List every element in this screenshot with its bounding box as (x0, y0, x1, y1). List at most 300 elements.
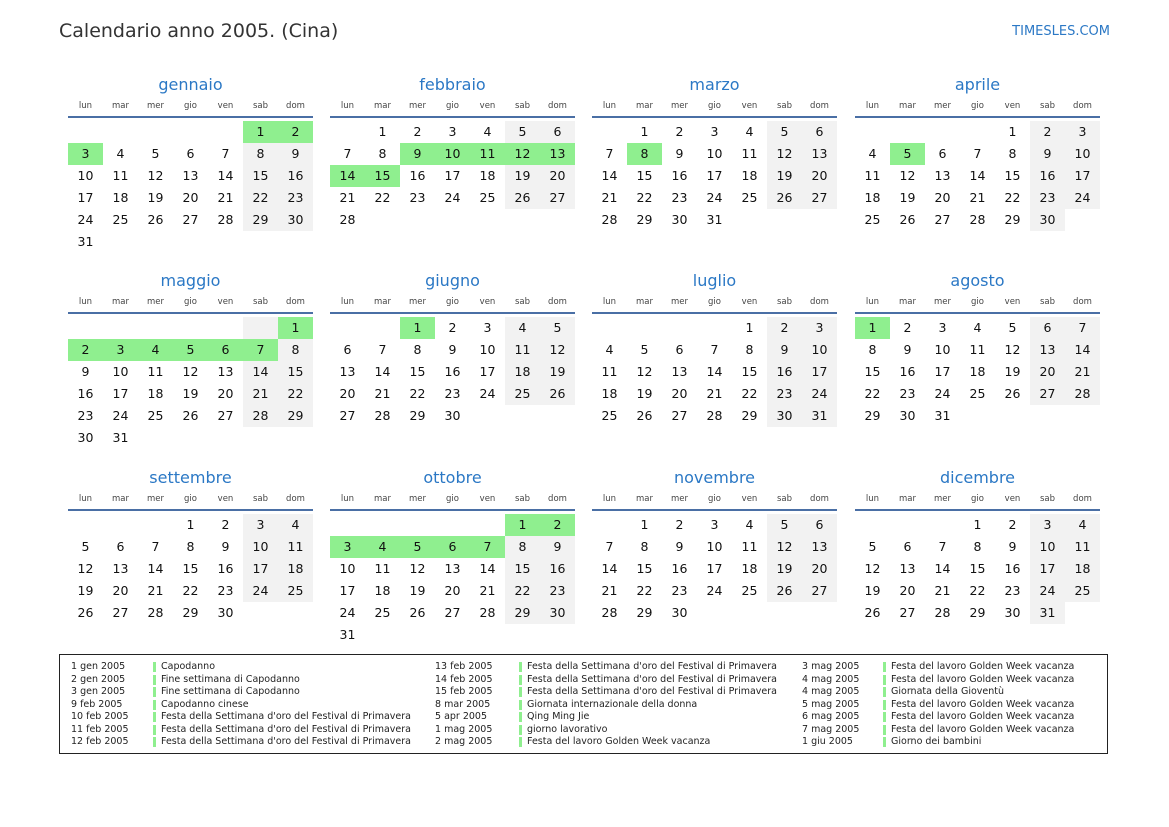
day-cell: 23 (217, 583, 234, 598)
legend-date: 3 gen 2005 (71, 686, 126, 697)
weekday-label: ven (217, 494, 234, 504)
day-cell: 19 (77, 583, 94, 598)
weekday-label: gio (446, 297, 459, 307)
month-name: luglio (692, 271, 737, 290)
empty-cell (855, 121, 890, 143)
weekday-label: lun (340, 297, 355, 307)
day-cell: 26 (899, 212, 916, 227)
legend-date: 3 mag 2005 (802, 661, 860, 672)
day-cell: 31 (802, 405, 837, 427)
day-cell: 13 (802, 143, 837, 165)
empty-cell (68, 514, 103, 536)
weekday-label: mer (933, 297, 951, 307)
day-cell: 12 (767, 536, 802, 558)
day-grid (592, 514, 837, 624)
legend-holiday-name: Capodanno cinese (161, 698, 249, 710)
page-title: Calendario anno 2005. (Cina) (59, 20, 339, 42)
legend-row (60, 674, 1100, 687)
day-cell: 19 (147, 190, 164, 205)
day-cell: 17 (802, 361, 837, 383)
day-cell: 5 (868, 539, 877, 554)
day-cell: 10 (435, 143, 470, 165)
day-cell: 7 (378, 342, 387, 357)
day-cell: 10 (706, 146, 723, 161)
day-cell: 8 (973, 539, 982, 554)
day-cell: 10 (112, 364, 129, 379)
day-cell: 22 (741, 386, 758, 401)
day-cell: 22 (409, 386, 426, 401)
legend-row (60, 711, 1100, 724)
day-cell: 20 (934, 190, 951, 205)
legend-column (60, 661, 1100, 749)
day-cell: 2 (448, 320, 457, 335)
day-cell: 28 (147, 605, 164, 620)
day-cell: 6 (116, 539, 125, 554)
empty-cell (138, 514, 173, 536)
weekday-header (855, 98, 1100, 118)
day-cell: 3 (710, 517, 719, 532)
day-cell: 14 (374, 364, 391, 379)
weekday-header (592, 294, 837, 314)
day-cell: 11 (374, 561, 391, 576)
day-cell: 28 (374, 408, 391, 423)
month-settembre (68, 466, 313, 624)
day-cell: 15 (505, 558, 540, 580)
day-cell: 18 (741, 561, 758, 576)
day-cell: 22 (505, 580, 540, 602)
weekday-label: gio (708, 494, 721, 504)
day-cell: 31 (77, 234, 94, 249)
day-cell: 2 (413, 124, 422, 139)
day-cell: 10 (339, 561, 356, 576)
day-cell: 10 (934, 342, 951, 357)
day-cell: 17 (1030, 558, 1065, 580)
day-cell: 7 (710, 342, 719, 357)
day-cell: 1 (855, 317, 890, 339)
day-cell: 22 (864, 386, 881, 401)
empty-cell (400, 514, 435, 536)
day-cell: 3 (1065, 121, 1100, 143)
weekday-label: ven (217, 297, 234, 307)
weekday-label: lun (865, 297, 880, 307)
day-cell: 14 (217, 168, 234, 183)
day-cell: 14 (147, 561, 164, 576)
legend-holiday-name: Giorno dei bambini (891, 736, 982, 747)
weekday-label: mar (374, 494, 391, 504)
day-grid (855, 514, 1100, 624)
day-cell: 9 (903, 342, 912, 357)
day-cell: 8 (640, 539, 649, 554)
month-giugno (330, 269, 575, 427)
day-cell: 28 (969, 212, 986, 227)
day-cell: 17 (444, 168, 461, 183)
day-cell: 10 (243, 536, 278, 558)
day-cell: 9 (675, 146, 684, 161)
brand-link[interactable]: TIMESLES.COM (1012, 24, 1110, 39)
day-cell: 28 (243, 405, 278, 427)
day-cell: 27 (802, 580, 837, 602)
day-cell: 23 (899, 386, 916, 401)
day-grid (330, 121, 575, 231)
day-cell: 9 (675, 539, 684, 554)
day-cell: 17 (706, 168, 723, 183)
day-cell: 21 (374, 386, 391, 401)
day-cell: 14 (601, 561, 618, 576)
weekday-label: mer (146, 101, 164, 111)
day-cell: 27 (112, 605, 129, 620)
day-cell: 10 (479, 342, 496, 357)
empty-cell (365, 514, 400, 536)
day-cell: 7 (1065, 317, 1100, 339)
legend-holiday-name: Festa della Settimana d'oro del Festival di Primavera (527, 661, 777, 672)
day-cell: 13 (802, 536, 837, 558)
day-cell: 27 (444, 605, 461, 620)
day-cell: 4 (483, 124, 492, 139)
month-name: febbraio (419, 75, 486, 94)
weekday-label: dom (286, 297, 305, 307)
day-cell: 29 (969, 605, 986, 620)
weekday-label: mer (408, 494, 426, 504)
legend-holiday-name: Festa della Settimana d'oro del Festival di Primavera (527, 673, 777, 685)
weekday-label: mar (374, 297, 391, 307)
empty-cell (855, 514, 890, 536)
weekday-label: sab (776, 101, 793, 111)
month-name: ottobre (423, 468, 482, 487)
day-cell: 23 (1030, 187, 1065, 209)
month-aprile (855, 73, 1100, 231)
day-cell: 16 (899, 364, 916, 379)
day-cell: 18 (864, 190, 881, 205)
weekday-label: sab (514, 494, 531, 504)
empty-cell (925, 121, 960, 143)
month-name: settembre (149, 468, 232, 487)
day-cell: 27 (802, 187, 837, 209)
legend-marker (883, 725, 886, 735)
month-luglio (592, 269, 837, 427)
day-cell: 2 (278, 121, 313, 143)
day-cell: 12 (636, 364, 653, 379)
day-cell: 31 (339, 627, 356, 642)
day-cell: 10 (1065, 143, 1100, 165)
day-cell: 17 (77, 190, 94, 205)
day-cell: 16 (1004, 561, 1021, 576)
weekday-label: mer (146, 297, 164, 307)
day-cell: 14 (934, 561, 951, 576)
legend-date: 7 mag 2005 (802, 723, 860, 735)
weekday-header (68, 98, 313, 118)
day-cell: 1 (378, 124, 387, 139)
weekday-label: dom (286, 494, 305, 504)
day-cell: 20 (1030, 361, 1065, 383)
day-cell: 14 (330, 165, 365, 187)
legend-date: 6 mag 2005 (802, 711, 860, 722)
legend-holiday-name: Qing Ming Jie (527, 711, 590, 722)
day-cell: 8 (745, 342, 754, 357)
empty-cell (925, 514, 960, 536)
day-cell: 29 (505, 602, 540, 624)
weekday-label: lun (78, 494, 93, 504)
weekday-label: gio (971, 101, 984, 111)
day-cell: 3 (710, 124, 719, 139)
day-cell: 5 (767, 121, 802, 143)
day-cell: 27 (540, 187, 575, 209)
legend-date: 4 mag 2005 (802, 686, 860, 697)
day-cell: 1 (745, 320, 754, 335)
day-cell: 24 (1030, 580, 1065, 602)
weekday-label: lun (78, 297, 93, 307)
day-cell: 13 (217, 364, 234, 379)
weekday-label: sab (252, 101, 269, 111)
day-cell: 2 (540, 514, 575, 536)
day-cell: 21 (969, 190, 986, 205)
day-cell: 29 (243, 209, 278, 231)
day-cell: 3 (243, 514, 278, 536)
empty-cell (330, 514, 365, 536)
legend-date: 14 feb 2005 (435, 673, 493, 685)
day-cell: 28 (339, 212, 356, 227)
day-cell: 11 (601, 364, 618, 379)
day-cell: 30 (767, 405, 802, 427)
day-cell: 9 (1030, 143, 1065, 165)
weekday-label: ven (741, 494, 758, 504)
weekday-label: dom (1073, 494, 1092, 504)
day-cell: 4 (505, 317, 540, 339)
empty-cell (103, 121, 138, 143)
day-cell: 8 (243, 143, 278, 165)
month-maggio (68, 269, 313, 449)
day-cell: 26 (1004, 386, 1021, 401)
empty-cell (960, 121, 995, 143)
day-cell: 28 (1065, 383, 1100, 405)
day-cell: 9 (221, 539, 230, 554)
weekday-label: dom (548, 494, 567, 504)
day-cell: 25 (479, 190, 496, 205)
legend-date: 8 mar 2005 (435, 698, 491, 710)
day-cell: 15 (278, 361, 313, 383)
day-cell: 23 (540, 580, 575, 602)
weekday-label: mer (933, 494, 951, 504)
legend-date: 1 gen 2005 (71, 661, 126, 672)
day-cell: 6 (435, 536, 470, 558)
day-cell: 13 (1030, 339, 1065, 361)
day-cell: 24 (706, 583, 723, 598)
weekday-label: dom (1073, 297, 1092, 307)
day-cell: 15 (409, 364, 426, 379)
day-cell: 28 (601, 212, 618, 227)
day-grid (68, 514, 313, 624)
weekday-label: lun (602, 101, 617, 111)
day-cell: 23 (671, 190, 688, 205)
day-cell: 25 (969, 386, 986, 401)
day-cell: 30 (217, 605, 234, 620)
empty-cell (138, 121, 173, 143)
legend-holiday-name: Festa della Settimana d'oro del Festival di Primavera (161, 711, 411, 722)
day-cell: 28 (706, 408, 723, 423)
day-cell: 16 (1030, 165, 1065, 187)
legend-marker (883, 700, 886, 710)
day-cell: 6 (675, 342, 684, 357)
day-cell: 6 (802, 121, 837, 143)
day-cell: 22 (278, 383, 313, 405)
day-cell: 8 (278, 339, 313, 361)
weekday-label: lun (865, 101, 880, 111)
day-cell: 16 (77, 386, 94, 401)
day-cell: 20 (182, 190, 199, 205)
day-cell: 19 (767, 165, 802, 187)
day-cell: 17 (479, 364, 496, 379)
day-cell: 30 (1030, 209, 1065, 231)
day-cell: 4 (1065, 514, 1100, 536)
weekday-label: mer (408, 101, 426, 111)
day-cell: 12 (147, 168, 164, 183)
month-name: novembre (673, 468, 756, 487)
legend-holiday-name: Fine settimana di Capodanno (161, 686, 300, 697)
weekday-label: mar (899, 297, 916, 307)
day-cell: 26 (409, 605, 426, 620)
legend-holiday-name: Capodanno (161, 661, 216, 672)
day-cell: 5 (1008, 320, 1017, 335)
day-cell: 12 (540, 339, 575, 361)
day-cell: 8 (1008, 146, 1017, 161)
day-cell: 6 (540, 121, 575, 143)
day-grid (855, 121, 1100, 231)
day-cell: 7 (605, 146, 614, 161)
legend-holiday-name: Festa del lavoro Golden Week vacanza (891, 698, 1075, 710)
day-cell: 3 (448, 124, 457, 139)
weekday-label: lun (340, 494, 355, 504)
legend-date: 13 feb 2005 (435, 661, 493, 672)
day-cell: 24 (339, 605, 356, 620)
weekday-label: mer (670, 494, 688, 504)
day-cell: 20 (671, 386, 688, 401)
day-cell: 5 (890, 143, 925, 165)
weekday-label: dom (810, 297, 829, 307)
day-cell: 3 (330, 536, 365, 558)
weekday-header (855, 491, 1100, 511)
day-cell: 8 (378, 146, 387, 161)
day-cell: 5 (151, 146, 160, 161)
weekday-label: ven (479, 297, 496, 307)
weekday-label: sab (1039, 101, 1056, 111)
day-cell: 26 (636, 408, 653, 423)
day-cell: 14 (969, 168, 986, 183)
month-name: giugno (425, 271, 480, 290)
weekday-label: mar (112, 297, 129, 307)
day-cell: 2 (767, 317, 802, 339)
day-cell: 11 (147, 364, 164, 379)
day-cell: 30 (899, 408, 916, 423)
day-cell: 25 (864, 212, 881, 227)
weekday-label: dom (286, 101, 305, 111)
day-cell: 5 (640, 342, 649, 357)
weekday-label: mar (636, 101, 653, 111)
day-cell: 13 (540, 143, 575, 165)
day-cell: 12 (77, 561, 94, 576)
day-cell: 20 (444, 583, 461, 598)
day-cell: 18 (374, 583, 391, 598)
day-cell: 12 (899, 168, 916, 183)
empty-cell (592, 317, 627, 339)
holiday-legend (59, 654, 1108, 754)
day-cell: 23 (767, 383, 802, 405)
weekday-label: gio (971, 494, 984, 504)
legend-marker (883, 712, 886, 722)
day-cell: 2 (903, 320, 912, 335)
weekday-label: dom (810, 494, 829, 504)
day-cell: 10 (1030, 536, 1065, 558)
day-cell: 19 (505, 165, 540, 187)
day-cell: 18 (601, 386, 618, 401)
day-cell: 13 (444, 561, 461, 576)
day-cell: 21 (706, 386, 723, 401)
legend-date: 9 feb 2005 (71, 698, 123, 710)
day-cell: 16 (671, 168, 688, 183)
day-cell: 17 (706, 561, 723, 576)
weekday-label: mar (374, 101, 391, 111)
day-cell: 15 (182, 561, 199, 576)
day-cell: 4 (278, 514, 313, 536)
weekday-label: mer (670, 297, 688, 307)
day-cell: 23 (409, 190, 426, 205)
legend-date: 12 feb 2005 (71, 736, 129, 747)
day-cell: 19 (767, 558, 802, 580)
day-cell: 18 (969, 364, 986, 379)
month-novembre (592, 466, 837, 624)
day-cell: 16 (409, 168, 426, 183)
day-cell: 7 (938, 539, 947, 554)
legend-date: 2 mag 2005 (435, 736, 493, 747)
legend-date: 5 mag 2005 (802, 698, 860, 710)
day-cell: 21 (1065, 361, 1100, 383)
day-cell: 13 (934, 168, 951, 183)
day-cell: 8 (413, 342, 422, 357)
day-cell: 16 (540, 558, 575, 580)
weekday-label: gio (971, 297, 984, 307)
weekday-label: sab (514, 101, 531, 111)
empty-cell (330, 317, 365, 339)
empty-cell (697, 317, 732, 339)
day-cell: 30 (1004, 605, 1021, 620)
day-cell: 6 (208, 339, 243, 361)
day-cell: 24 (1065, 187, 1100, 209)
day-cell: 18 (505, 361, 540, 383)
day-cell: 14 (601, 168, 618, 183)
day-cell: 3 (802, 317, 837, 339)
day-cell: 28 (934, 605, 951, 620)
empty-cell (173, 317, 208, 339)
legend-row (60, 661, 1100, 674)
weekday-label: ven (741, 101, 758, 111)
day-cell: 29 (409, 408, 426, 423)
day-cell: 4 (365, 536, 400, 558)
day-cell: 7 (221, 146, 230, 161)
legend-holiday-name: Giornata internazionale della donna (527, 698, 698, 710)
day-cell: 1 (186, 517, 195, 532)
day-cell: 3 (68, 143, 103, 165)
day-cell: 5 (767, 514, 802, 536)
legend-marker (883, 687, 886, 697)
day-cell: 26 (77, 605, 94, 620)
day-cell: 19 (864, 583, 881, 598)
day-cell: 1 (640, 517, 649, 532)
weekday-header (330, 491, 575, 511)
day-cell: 15 (864, 364, 881, 379)
day-cell: 3 (483, 320, 492, 335)
day-cell: 13 (899, 561, 916, 576)
weekday-label: mer (408, 297, 426, 307)
day-cell: 10 (706, 539, 723, 554)
day-cell: 30 (444, 408, 461, 423)
